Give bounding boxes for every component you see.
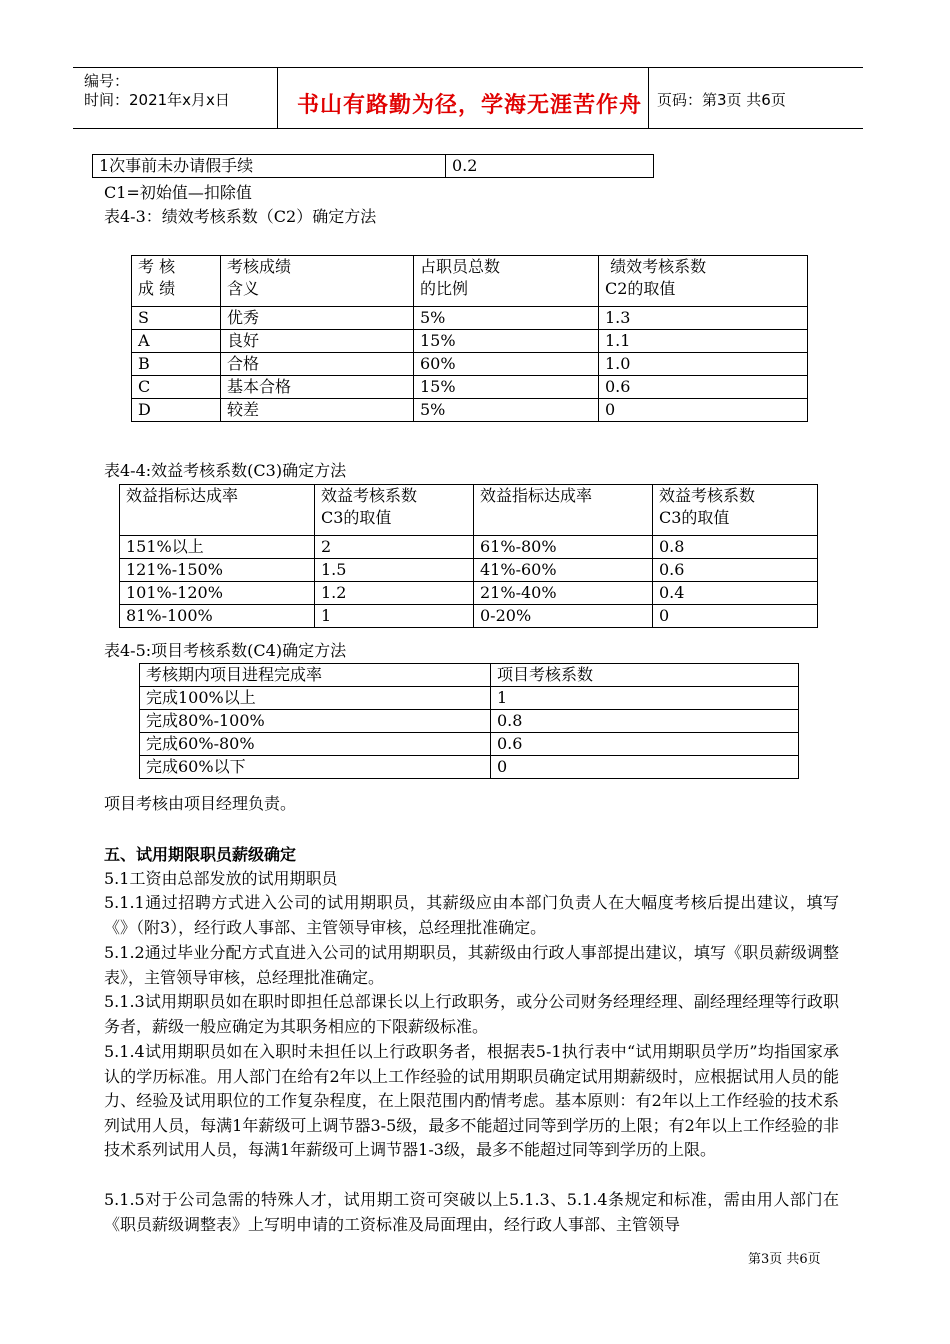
table-cell: 1 — [491, 687, 799, 710]
table-cell: 5% — [414, 307, 599, 330]
header-line: 效益指标达成率 — [480, 486, 593, 505]
header-line: 含义 — [227, 279, 260, 298]
table-cell: C — [132, 376, 221, 399]
table43 — [131, 255, 808, 422]
table-cell: 0 — [653, 605, 818, 628]
table-row — [140, 687, 799, 710]
table-cell: 完成60%以下 — [140, 756, 491, 779]
table-cell: 15% — [414, 330, 599, 353]
table-cell: 1次事前未办请假手续 — [93, 155, 446, 178]
table-cell: S — [132, 307, 221, 330]
table-cell: 1.5 — [315, 559, 474, 582]
table-cell: 15% — [414, 376, 599, 399]
header-line: 效益考核系数 — [659, 486, 756, 505]
table-cell: 1.2 — [315, 582, 474, 605]
table-cell: 完成80%-100% — [140, 710, 491, 733]
table44 — [119, 484, 818, 628]
header-line: C2的取值 — [605, 279, 676, 298]
table-cell: 151%以上 — [120, 536, 315, 559]
table-row — [120, 536, 818, 559]
section5-title: 五、试用期限职员薪级确定 — [104, 845, 297, 864]
table-cell: 0.6 — [653, 559, 818, 582]
header-bottom-rule — [73, 128, 863, 129]
paragraph-5-1-4: 5.1.4试用期职员如在入职时未担任以上行政职务者，根据表5-1执行表中“试用期职员学历”均指国家承认的学历标准。用人部门在给有2年以上工作经验的试用期职员确定试用期薪级时，应根据试用人员的能力、经验及试用职位的工作复杂程度，在上限范围内酌情考虑。基本原则：有2年以上工作经验的技术系列试用人员，每满1年薪级可上调节器3-5级，最多不能超过同等到学历的上限；有2年以上工作经验的非技术系列试用人员，每满1年薪级可上调节器1-3级，最多不能超过同等到学历的上限。 — [104, 1042, 839, 1160]
table-header-row — [132, 256, 808, 307]
table-row — [132, 307, 808, 330]
table-cell: 61%-80% — [474, 536, 653, 559]
table-row — [132, 376, 808, 399]
paragraph-5-1-3: 5.1.3试用期职员如在职时即担任总部课长以上行政职务，或分公司财务经理经理、副经理经理等行政职务者，薪级一般应确定为其职务相应的下限薪级标准。 — [104, 992, 839, 1036]
table-row — [132, 330, 808, 353]
table-cell: 优秀 — [221, 307, 414, 330]
table-cell: 0 — [599, 399, 808, 422]
header-divider-left — [277, 67, 278, 129]
table-cell: 81%-100% — [120, 605, 315, 628]
document-number-label: 编号： — [84, 72, 130, 90]
table-cell: 0 — [491, 756, 799, 779]
table-cell: 0.8 — [653, 536, 818, 559]
table-header-row — [140, 664, 799, 687]
table-cell: 1.0 — [599, 353, 808, 376]
table44-caption: 表4-4:效益考核系数(C3)确定方法 — [104, 461, 347, 480]
table-header-cell: 项目考核系数 — [491, 664, 799, 687]
table-cell: 21%-40% — [474, 582, 653, 605]
table-header-cell — [599, 256, 808, 307]
table-cell: 121%-150% — [120, 559, 315, 582]
table-cell: 0.6 — [599, 376, 808, 399]
table-row — [120, 582, 818, 605]
table-header-cell: 考核期内项目进程完成率 — [140, 664, 491, 687]
header-line: 考 核 — [138, 257, 176, 276]
table-cell: D — [132, 399, 221, 422]
table-header-row — [120, 485, 818, 536]
table-row — [140, 710, 799, 733]
table45 — [139, 663, 799, 779]
table-cell: 0.6 — [491, 733, 799, 756]
header-motto: 书山有路勤为径，学海无涯苦作舟 — [297, 93, 643, 118]
table-cell: 0.2 — [446, 155, 654, 178]
table-row — [132, 399, 808, 422]
table-header-cell — [315, 485, 474, 536]
table-header-cell — [474, 485, 653, 536]
table45-caption: 表4-5:项目考核系数(C4)确定方法 — [104, 641, 347, 660]
header-line: 效益考核系数 — [321, 486, 418, 505]
table-row — [93, 155, 654, 178]
table-cell: 60% — [414, 353, 599, 376]
table-cell: 较差 — [221, 399, 414, 422]
header-line: 效益指标达成率 — [126, 486, 239, 505]
table-cell: 41%-60% — [474, 559, 653, 582]
table-cell: 完成60%-80% — [140, 733, 491, 756]
header-divider-right — [648, 67, 649, 129]
header-top-rule — [73, 67, 863, 68]
header-line: 成 绩 — [138, 279, 176, 298]
table-row — [120, 559, 818, 582]
paragraph-5-1-2: 5.1.2通过毕业分配方式直进入公司的试用期职员，其薪级由行政人事部提出建议，填写《职员薪级调整表》，主管领导审核，总经理批准确定。 — [104, 943, 839, 987]
table-cell: 1.3 — [599, 307, 808, 330]
table-cell: 1 — [315, 605, 474, 628]
table-row — [140, 733, 799, 756]
page-footer: 第3页 共6页 — [748, 1252, 821, 1267]
paragraph-5-1-5: 5.1.5对于公司急需的特殊人才，试用期工资可突破以上5.1.3、5.1.4条规定和标准，需由用人部门在《职员薪级调整表》上写明申请的工资标准及局面理由，经行政人事部、主管领导 — [104, 1190, 839, 1234]
table-cell: 完成100%以上 — [140, 687, 491, 710]
table-cell: 合格 — [221, 353, 414, 376]
table-cell: 基本合格 — [221, 376, 414, 399]
header-line: C3的取值 — [659, 508, 730, 527]
header-line: 占职员总数 — [420, 257, 501, 276]
header-line: 考核成绩 — [227, 257, 292, 276]
paragraph-5-1-1: 5.1.1通过招聘方式进入公司的试用期职员，其薪级应由本部门负责人在大幅度考核后提出建议，填写《》（附3），经行政人事部、主管领导审核，总经理批准确定。 — [104, 893, 839, 937]
table-cell: B — [132, 353, 221, 376]
table-cell: A — [132, 330, 221, 353]
table-header-cell — [120, 485, 315, 536]
leave-deduction-table — [92, 154, 654, 178]
table-cell: 0.4 — [653, 582, 818, 605]
table-cell: 5% — [414, 399, 599, 422]
document-time-label: 时间：2021年x月x日 — [84, 91, 230, 109]
table-header-cell — [414, 256, 599, 307]
table-row — [132, 353, 808, 376]
table-row — [140, 756, 799, 779]
table-cell: 101%-120% — [120, 582, 315, 605]
header-line: 的比例 — [420, 279, 469, 298]
c1-note: C1=初始值—扣除值 — [104, 183, 252, 202]
table-cell: 良好 — [221, 330, 414, 353]
table-cell: 1.1 — [599, 330, 808, 353]
table-cell: 2 — [315, 536, 474, 559]
header-page-label: 页码：第3页 共6页 — [657, 91, 786, 109]
table43-caption: 表4-3：绩效考核系数（C2）确定方法 — [104, 207, 377, 226]
table-header-cell — [653, 485, 818, 536]
table-row — [120, 605, 818, 628]
header-line: C3的取值 — [321, 508, 392, 527]
project-note: 项目考核由项目经理负责。 — [104, 794, 297, 813]
section51-heading: 5.1工资由总部发放的试用期职员 — [104, 869, 338, 888]
table-header-cell — [132, 256, 221, 307]
table-header-cell — [221, 256, 414, 307]
table-cell: 0-20% — [474, 605, 653, 628]
header-line: 绩效考核系数 — [605, 257, 707, 276]
table-cell: 0.8 — [491, 710, 799, 733]
